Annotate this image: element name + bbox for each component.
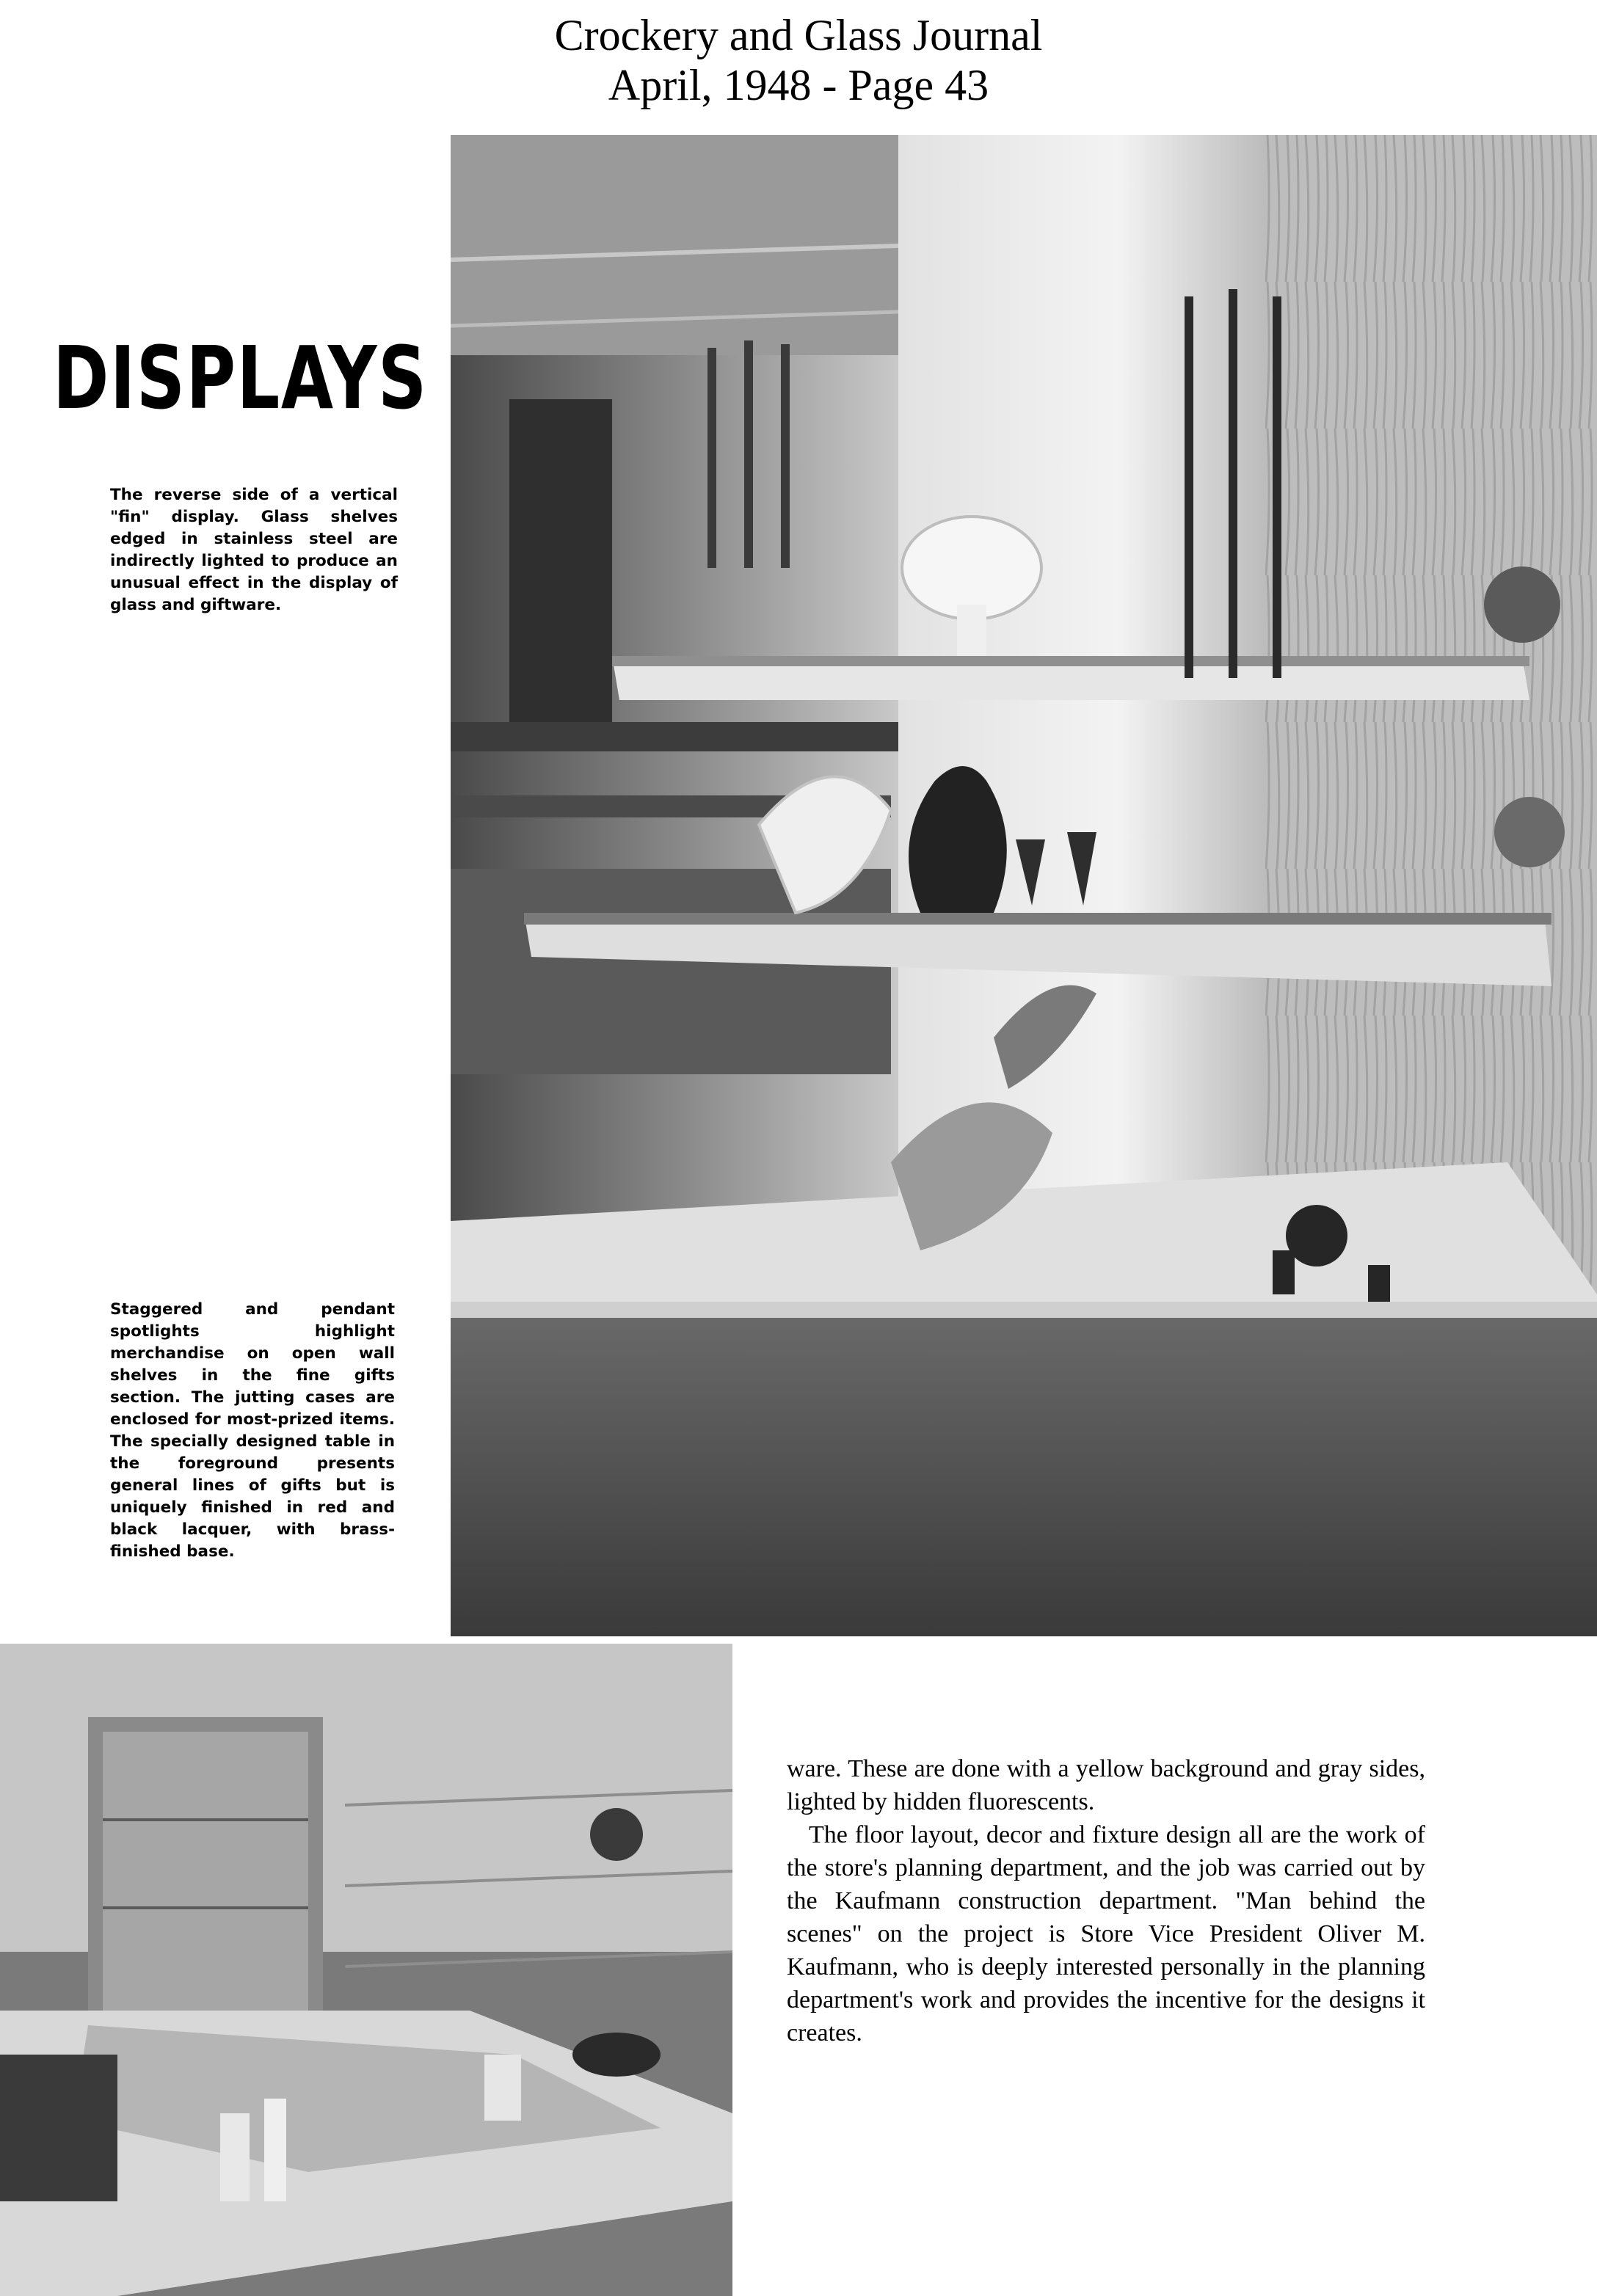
photo-fin-display: [451, 135, 1597, 1636]
page-header: [0, 10, 1597, 110]
issue-date-page: April, 1948 - Page 43: [608, 61, 989, 109]
photo-gifts-section: [0, 1644, 732, 2296]
article-body: [787, 1752, 1425, 2049]
caption-top-photo: The reverse side of a vertical "fin" display. Glass shelves edged in stainless steel are indirectly lighted to produce an unusual effect in the display of glass and giftware.: [110, 486, 398, 614]
caption-bottom-photo: Staggered and pendant spotlights highlight merchandise on open wall shelves in the fine gifts section. The jutting cases are enclosed for most-prized items. The specially designed table in the foreground presents general lines of gifts but is uniquely finished in red and black lacquer, with brass-finished base.: [110, 1300, 395, 1561]
body-paragraph-2: The floor layout, decor and fixture design all are the work of the store's planning department, and the job was carried out by the Kaufmann construction department. "Man behind the scenes" on the project is Store Vice President Oliver M. Kaufmann, who is deeply interested personally in the planning department's work and provides the incentive for the designs it creates.: [787, 1821, 1425, 2047]
body-paragraph-1: ware. These are done with a yellow background and gray sides, lighted by hidden fluorescents.: [787, 1755, 1425, 1815]
section-heading: DISPLAYS: [53, 327, 428, 429]
publication-title: Crockery and Glass Journal: [554, 11, 1043, 59]
